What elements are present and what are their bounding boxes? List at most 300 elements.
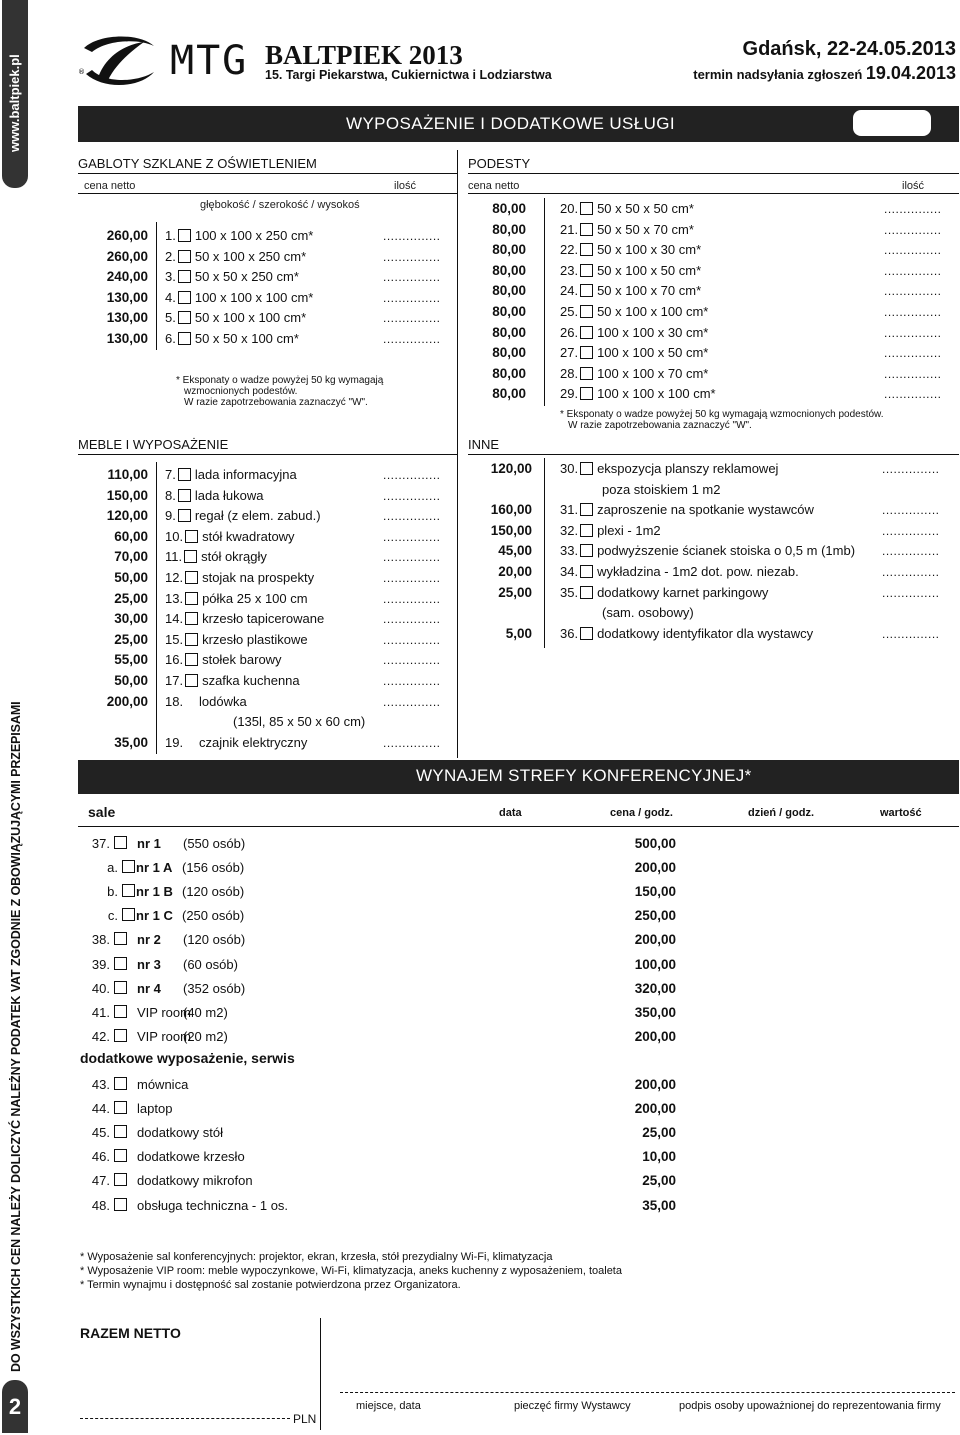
list-item bbox=[165, 735, 307, 750]
extra-price: 25,00 bbox=[642, 1125, 676, 1141]
list-item bbox=[165, 269, 299, 284]
checkbox[interactable] bbox=[185, 530, 198, 543]
room-number: c. bbox=[107, 908, 118, 924]
item-number: 32. bbox=[560, 522, 579, 538]
conference-footnotes bbox=[80, 1250, 622, 1292]
item-desc: lodówka bbox=[199, 693, 247, 709]
note-line: W razie zapotrzebowania zaznaczyć "W". bbox=[568, 420, 752, 431]
item-number: 13. bbox=[165, 590, 184, 606]
item-price: 50,00 bbox=[114, 673, 148, 688]
item-desc: (135l, 85 x 50 x 60 cm) bbox=[233, 714, 366, 730]
qty-field[interactable]: ............... bbox=[383, 694, 441, 709]
room-capacity: (20 m2) bbox=[183, 1028, 228, 1044]
deadline bbox=[693, 63, 956, 84]
note-line: W razie zapotrzebowania zaznaczyć "W". bbox=[184, 397, 368, 408]
fair-title: BALTPIEK 2013 bbox=[265, 40, 463, 70]
room-price: 500,00 bbox=[634, 836, 676, 851]
list-item bbox=[165, 467, 297, 482]
room-number: 37. bbox=[91, 836, 110, 851]
checkbox[interactable] bbox=[114, 1198, 127, 1211]
checkbox[interactable] bbox=[580, 524, 593, 537]
conference-room bbox=[88, 908, 244, 923]
extra-item bbox=[88, 1149, 245, 1164]
qty-field[interactable]: ............... bbox=[383, 632, 441, 647]
qty-field[interactable]: ............... bbox=[383, 529, 441, 544]
item-price: 5,00 bbox=[505, 625, 532, 641]
list-item bbox=[165, 290, 313, 305]
qty-field[interactable]: ............... bbox=[884, 263, 942, 278]
room-price: 100,00 bbox=[634, 956, 676, 972]
checkbox[interactable] bbox=[580, 586, 593, 599]
checkbox[interactable] bbox=[184, 550, 197, 563]
item-price: 25,00 bbox=[114, 590, 148, 606]
extra-price: 25,00 bbox=[642, 1173, 676, 1189]
qty-field[interactable]: ............... bbox=[882, 544, 940, 559]
list-item bbox=[560, 242, 701, 257]
extra-number: 44. bbox=[91, 1101, 110, 1117]
checkbox[interactable] bbox=[580, 326, 593, 339]
item-price: 80,00 bbox=[492, 262, 526, 278]
checkbox[interactable] bbox=[580, 544, 593, 557]
item-price: 70,00 bbox=[114, 549, 148, 565]
qty-field[interactable]: ............... bbox=[383, 270, 441, 284]
extra-price: 200,00 bbox=[634, 1077, 676, 1092]
list-item bbox=[165, 591, 308, 606]
qty-field[interactable]: ............... bbox=[383, 331, 441, 346]
item-desc: lada łukowa bbox=[194, 487, 264, 503]
item-price: 25,00 bbox=[498, 584, 532, 600]
qty-field[interactable]: ............... bbox=[383, 249, 441, 264]
list-item bbox=[165, 652, 282, 667]
item-price: 110,00 bbox=[107, 467, 148, 482]
item-desc: stół okrągły bbox=[201, 549, 267, 565]
room-number: b. bbox=[107, 884, 118, 900]
conference-room bbox=[88, 932, 245, 947]
item-desc: szafka kuchenna bbox=[202, 673, 300, 688]
qty-field[interactable]: ............... bbox=[884, 202, 942, 216]
column-divider bbox=[457, 150, 458, 758]
item-price: 120,00 bbox=[106, 508, 148, 524]
qty-field[interactable]: ............... bbox=[383, 674, 441, 688]
checkbox[interactable] bbox=[178, 311, 191, 324]
conference-room bbox=[88, 1005, 228, 1020]
checkbox[interactable] bbox=[122, 884, 135, 897]
conference-room bbox=[88, 1029, 228, 1044]
qty-field[interactable]: ............... bbox=[884, 284, 942, 299]
list-item bbox=[165, 611, 324, 626]
item-desc: stojak na prospekty bbox=[202, 570, 315, 585]
item-price: 60,00 bbox=[114, 528, 148, 544]
col-days: dzień / godz. bbox=[748, 807, 814, 819]
item-price: 30,00 bbox=[114, 611, 148, 627]
item-desc: 100 x 100 x 100 cm* bbox=[194, 289, 314, 305]
checkbox[interactable] bbox=[580, 202, 593, 215]
item-desc: 100 x 100 x 50 cm* bbox=[597, 345, 709, 361]
note-line: * Eksponaty o wadze powyżej 50 kg wymagają wzmocnionych podestów. bbox=[560, 409, 884, 420]
qty-field[interactable]: ............... bbox=[884, 366, 942, 381]
list-item bbox=[165, 529, 295, 544]
item-price: 35,00 bbox=[114, 734, 148, 750]
list-item bbox=[165, 508, 321, 523]
qty-field[interactable]: ............... bbox=[882, 565, 940, 579]
note-line: * Eksponaty o wadze powyżej 50 kg wymagają bbox=[176, 375, 384, 386]
list-item bbox=[560, 626, 813, 641]
room-price: 200,00 bbox=[634, 860, 676, 876]
item-number: 26. bbox=[560, 324, 579, 340]
footnote: * Wyposażenie sal konferencyjnych: projektor, ekran, krzesła, stół prezydialny Wi-Fi, klimatyzacja bbox=[80, 1251, 553, 1263]
room-capacity: (156 osób) bbox=[182, 860, 245, 876]
site-url: www.baltpiek.pl bbox=[7, 54, 22, 152]
item-price: 50,00 bbox=[114, 570, 148, 585]
column-divider bbox=[156, 462, 157, 754]
qty-field[interactable]: ............... bbox=[882, 503, 940, 518]
item-number: 9. bbox=[165, 508, 176, 524]
qty-field[interactable]: ............... bbox=[882, 585, 940, 600]
meble-heading: MEBLE I WYPOSAŻENIE bbox=[78, 437, 457, 455]
item-desc: poza stoiskiem 1 m2 bbox=[602, 481, 721, 497]
item-price: 150,00 bbox=[106, 487, 148, 503]
list-item bbox=[560, 283, 701, 298]
item-price: 200,00 bbox=[106, 693, 148, 709]
item-desc: (sam. osobowy) bbox=[602, 605, 694, 621]
list-item bbox=[165, 310, 306, 325]
item-desc: 100 x 100 x 100 cm* bbox=[597, 386, 716, 402]
item-number: 3. bbox=[165, 269, 176, 284]
total-field[interactable] bbox=[80, 1418, 290, 1419]
checkbox[interactable] bbox=[185, 674, 198, 687]
checkbox[interactable] bbox=[114, 1149, 127, 1162]
qty-field[interactable]: ............... bbox=[884, 305, 942, 319]
list-item bbox=[560, 222, 694, 237]
room-number: 42. bbox=[91, 1028, 110, 1044]
extra-item bbox=[88, 1077, 188, 1092]
note-line: wzmocnionych podestów. bbox=[184, 386, 298, 397]
item-price: 80,00 bbox=[492, 345, 526, 361]
item-desc: dodatkowy identyfikator dla wystawcy bbox=[597, 625, 814, 641]
item-number: 21. bbox=[560, 221, 579, 237]
checkbox[interactable] bbox=[178, 291, 191, 304]
qty-field[interactable]: ............... bbox=[884, 243, 942, 258]
item-desc: 50 x 100 x 50 cm* bbox=[597, 262, 702, 278]
checkbox[interactable] bbox=[580, 305, 593, 318]
checkbox[interactable] bbox=[580, 367, 593, 380]
checkbox[interactable] bbox=[580, 627, 593, 640]
gabloty-qty-header: ilość bbox=[394, 180, 417, 192]
currency: PLN bbox=[293, 1412, 317, 1426]
qty-field[interactable]: ............... bbox=[882, 626, 940, 641]
checkbox[interactable] bbox=[122, 860, 135, 873]
list-item bbox=[560, 386, 716, 401]
item-price: 25,00 bbox=[114, 631, 148, 647]
checkbox[interactable] bbox=[114, 1101, 127, 1114]
item-price: 130,00 bbox=[106, 330, 148, 346]
item-number: 34. bbox=[560, 564, 579, 579]
checkbox[interactable] bbox=[185, 653, 198, 666]
item-number: 25. bbox=[560, 304, 579, 319]
room-capacity: (60 osób) bbox=[183, 956, 238, 972]
room-name: nr 1 bbox=[137, 836, 161, 851]
checkbox[interactable] bbox=[178, 468, 191, 481]
item-number: 5. bbox=[165, 310, 176, 325]
extra-number: 43. bbox=[91, 1077, 110, 1092]
item-desc: krzesło plastikowe bbox=[202, 631, 308, 647]
item-number: 33. bbox=[560, 543, 579, 559]
list-item bbox=[165, 570, 314, 585]
item-desc: 50 x 100 x 100 cm* bbox=[597, 304, 709, 319]
item-number: 6. bbox=[165, 330, 176, 346]
item-number: 29. bbox=[560, 386, 579, 402]
podesty-heading: PODESTY bbox=[468, 156, 959, 174]
fair-subtitle: 15. Targi Piekarstwa, Cukiernictwa i Lodziarstwa bbox=[265, 68, 552, 82]
deadline-date: 19.04.2013 bbox=[865, 63, 956, 83]
qty-field[interactable]: ............... bbox=[383, 653, 441, 668]
qty-field[interactable]: ............... bbox=[383, 290, 441, 305]
checkbox[interactable] bbox=[185, 592, 198, 605]
conference-room bbox=[88, 957, 238, 972]
item-desc: plexi - 1m2 bbox=[597, 522, 661, 538]
room-name: nr 1 C bbox=[136, 908, 173, 924]
list-item bbox=[560, 543, 855, 558]
item-desc: 50 x 50 x 250 cm* bbox=[194, 269, 299, 284]
extra-number: 46. bbox=[91, 1149, 110, 1165]
vat-note: DO WSZYSTKICH CEN NALEŻY DOLICZYĆ NALEŻNY PODATEK VAT ZGODNIE Z OBOWIĄZUJĄCYMI PRZEPISAMI bbox=[9, 701, 23, 1372]
item-desc: stołek barowy bbox=[202, 652, 282, 668]
extra-item bbox=[88, 1198, 288, 1213]
divider bbox=[320, 1318, 321, 1430]
item-desc: regał (z elem. zabud.) bbox=[194, 508, 321, 524]
column-divider bbox=[156, 222, 157, 350]
conference-room bbox=[88, 836, 245, 851]
divider bbox=[78, 826, 959, 827]
room-name: VIP room bbox=[137, 1004, 191, 1020]
checkbox[interactable] bbox=[580, 346, 593, 359]
room-capacity: (120 osób) bbox=[183, 932, 246, 948]
checkbox[interactable] bbox=[178, 250, 191, 263]
list-item bbox=[560, 263, 701, 278]
list-item bbox=[560, 585, 768, 600]
item-desc: 50 x 100 x 100 cm* bbox=[194, 310, 307, 325]
qty-field[interactable]: ............... bbox=[884, 346, 942, 361]
item-desc: podwyższenie ścianek stoiska o 0,5 m (1mb) bbox=[597, 543, 856, 559]
room-name: nr 2 bbox=[137, 932, 161, 948]
gabloty-price-header: cena netto bbox=[84, 180, 136, 192]
qty-field[interactable]: ............... bbox=[884, 325, 942, 340]
extra-item bbox=[88, 1125, 223, 1140]
list-item bbox=[165, 488, 264, 503]
room-number: 40. bbox=[91, 980, 110, 996]
qty-field[interactable]: ............... bbox=[383, 509, 441, 524]
extra-name: obsługa techniczna - 1 os. bbox=[137, 1197, 289, 1213]
item-desc: 50 x 50 x 50 cm* bbox=[597, 201, 694, 216]
svg-text:®: ® bbox=[78, 68, 85, 76]
footnote: * Termin wynajmu i dostępność sal zostanie potwierdzona przez Organizatora. bbox=[80, 1279, 461, 1291]
checkbox[interactable] bbox=[114, 957, 127, 970]
checkbox[interactable] bbox=[122, 908, 135, 921]
list-item bbox=[560, 605, 694, 620]
item-price: 55,00 bbox=[114, 652, 148, 668]
list-item bbox=[560, 482, 721, 497]
item-number: 36. bbox=[560, 625, 579, 641]
extras-heading: dodatkowe wyposażenie, serwis bbox=[80, 1050, 295, 1066]
signature-line[interactable] bbox=[340, 1392, 955, 1393]
item-desc: 50 x 100 x 250 cm* bbox=[194, 248, 307, 264]
room-capacity: (120 osób) bbox=[182, 884, 245, 900]
podesty-qty-header: ilość bbox=[902, 180, 925, 192]
city-dates: Gdańsk, 22-24.05.2013 bbox=[742, 38, 956, 60]
qty-field[interactable]: ............... bbox=[882, 523, 940, 538]
checkbox[interactable] bbox=[580, 284, 593, 297]
item-desc: 100 x 100 x 70 cm* bbox=[597, 365, 709, 381]
checkbox[interactable] bbox=[114, 836, 127, 849]
extra-name: laptop bbox=[137, 1101, 173, 1117]
qty-field[interactable]: ............... bbox=[884, 387, 942, 402]
gabloty-heading: GABLOTY SZKLANE Z OŚWIETLENIEM bbox=[78, 156, 457, 174]
signature-label: podpis osoby upoważnionej do reprezentowania firmy bbox=[679, 1400, 941, 1412]
item-price: 80,00 bbox=[492, 283, 526, 299]
list-item bbox=[560, 502, 814, 517]
room-price: 250,00 bbox=[634, 908, 676, 924]
qty-field[interactable]: ............... bbox=[383, 571, 441, 585]
qty-field[interactable]: ............... bbox=[383, 735, 441, 750]
checkbox[interactable] bbox=[580, 223, 593, 236]
checkbox[interactable] bbox=[114, 1005, 127, 1018]
room-price: 200,00 bbox=[634, 932, 676, 948]
room-name: VIP room bbox=[137, 1028, 191, 1044]
section-band bbox=[78, 106, 959, 142]
item-desc: 100 x 100 x 250 cm* bbox=[194, 228, 314, 243]
item-number: 10. bbox=[165, 528, 184, 544]
checkbox[interactable] bbox=[580, 264, 593, 277]
item-number: 4. bbox=[165, 289, 176, 305]
item-number: 23. bbox=[560, 262, 579, 278]
room-name: nr 1 A bbox=[136, 860, 173, 876]
qty-field[interactable]: ............... bbox=[884, 222, 942, 237]
item-number: 19. bbox=[165, 734, 184, 750]
item-number: 20. bbox=[560, 201, 579, 216]
item-price: 120,00 bbox=[490, 461, 532, 476]
extra-name: dodatkowy mikrofon bbox=[137, 1173, 253, 1189]
gabloty-note bbox=[176, 375, 383, 408]
qty-field[interactable]: ............... bbox=[383, 550, 441, 565]
checkbox[interactable] bbox=[178, 509, 191, 522]
list-item bbox=[165, 331, 299, 346]
item-number: 22. bbox=[560, 242, 579, 258]
item-number: 16. bbox=[165, 652, 184, 668]
form-number-field[interactable] bbox=[853, 110, 931, 136]
footnote: * Wyposażenie VIP room: meble wypoczynkowe, Wi-Fi, klimatyzacja, aneks kuchenny z wyposażeniem, toaleta bbox=[80, 1265, 622, 1277]
list-item bbox=[165, 249, 306, 264]
item-desc: zaproszenie na spotkanie wystawców bbox=[597, 502, 814, 518]
column-divider bbox=[544, 458, 545, 648]
checkbox[interactable] bbox=[178, 229, 191, 242]
qty-field[interactable]: ............... bbox=[383, 468, 441, 482]
dims-label: głębokość / szerokość / wysokoś bbox=[200, 199, 360, 211]
checkbox[interactable] bbox=[114, 1173, 127, 1186]
checkbox[interactable] bbox=[114, 932, 127, 945]
list-item bbox=[165, 714, 365, 729]
conference-band bbox=[78, 760, 959, 794]
list-item bbox=[165, 549, 267, 564]
item-price: 260,00 bbox=[106, 228, 148, 243]
item-price: 80,00 bbox=[492, 221, 526, 237]
item-number: 24. bbox=[560, 283, 579, 299]
item-price: 80,00 bbox=[492, 365, 526, 381]
item-number: 2. bbox=[165, 248, 176, 264]
qty-field[interactable]: ............... bbox=[383, 311, 441, 325]
checkbox[interactable] bbox=[114, 1125, 127, 1138]
checkbox[interactable] bbox=[185, 571, 198, 584]
checkbox[interactable] bbox=[178, 332, 191, 345]
col-value: wartość bbox=[880, 807, 922, 819]
room-name: nr 3 bbox=[137, 956, 161, 972]
qty-field[interactable]: ............... bbox=[383, 488, 441, 503]
qty-field[interactable]: ............... bbox=[383, 229, 441, 243]
item-number: 15. bbox=[165, 631, 184, 647]
item-desc: dodatkowy karnet parkingowy bbox=[597, 584, 769, 600]
extra-name: mównica bbox=[137, 1077, 189, 1092]
list-item bbox=[560, 366, 708, 381]
item-number: 12. bbox=[165, 570, 184, 585]
checkbox[interactable] bbox=[580, 462, 593, 475]
checkbox[interactable] bbox=[114, 1077, 127, 1090]
room-number: 39. bbox=[91, 956, 110, 972]
item-number: 31. bbox=[560, 502, 579, 518]
checkbox[interactable] bbox=[185, 612, 198, 625]
item-price: 80,00 bbox=[492, 386, 526, 402]
qty-field[interactable]: ............... bbox=[383, 612, 441, 627]
checkbox[interactable] bbox=[580, 243, 593, 256]
total-label: RAZEM NETTO bbox=[80, 1325, 181, 1341]
room-price: 320,00 bbox=[634, 980, 676, 996]
checkbox[interactable] bbox=[580, 387, 593, 400]
list-item bbox=[165, 673, 300, 688]
conference-room bbox=[88, 860, 244, 875]
extra-item bbox=[88, 1173, 253, 1188]
checkbox[interactable] bbox=[178, 270, 191, 283]
conference-room bbox=[88, 981, 245, 996]
conference-title: WYNAJEM STREFY KONFERENCYJNEJ* bbox=[416, 766, 752, 785]
item-number: 8. bbox=[165, 487, 176, 503]
item-desc: półka 25 x 100 cm bbox=[202, 590, 308, 606]
inne-heading: INNE bbox=[468, 437, 959, 455]
page-number: 2 bbox=[2, 1380, 28, 1433]
list-item bbox=[165, 632, 308, 647]
list-item bbox=[560, 201, 694, 216]
checkbox[interactable] bbox=[178, 489, 191, 502]
divider bbox=[468, 193, 959, 194]
item-number: 28. bbox=[560, 365, 579, 381]
extra-price: 200,00 bbox=[634, 1101, 676, 1117]
room-price: 350,00 bbox=[634, 1004, 676, 1020]
checkbox[interactable] bbox=[185, 633, 198, 646]
item-desc: 50 x 100 x 70 cm* bbox=[597, 283, 702, 299]
checkbox[interactable] bbox=[114, 981, 127, 994]
podesty-note bbox=[560, 409, 884, 431]
extra-price: 35,00 bbox=[642, 1197, 676, 1213]
checkbox[interactable] bbox=[580, 503, 593, 516]
item-number: 14. bbox=[165, 611, 184, 627]
qty-field[interactable]: ............... bbox=[882, 462, 940, 476]
qty-field[interactable]: ............... bbox=[383, 591, 441, 606]
item-price: 150,00 bbox=[490, 522, 532, 538]
column-divider bbox=[544, 198, 545, 406]
item-price: 80,00 bbox=[492, 242, 526, 258]
checkbox[interactable] bbox=[114, 1029, 127, 1042]
room-capacity: (352 osób) bbox=[183, 980, 246, 996]
extra-number: 47. bbox=[91, 1173, 110, 1189]
item-number: 17. bbox=[165, 673, 184, 688]
checkbox[interactable] bbox=[580, 565, 593, 578]
